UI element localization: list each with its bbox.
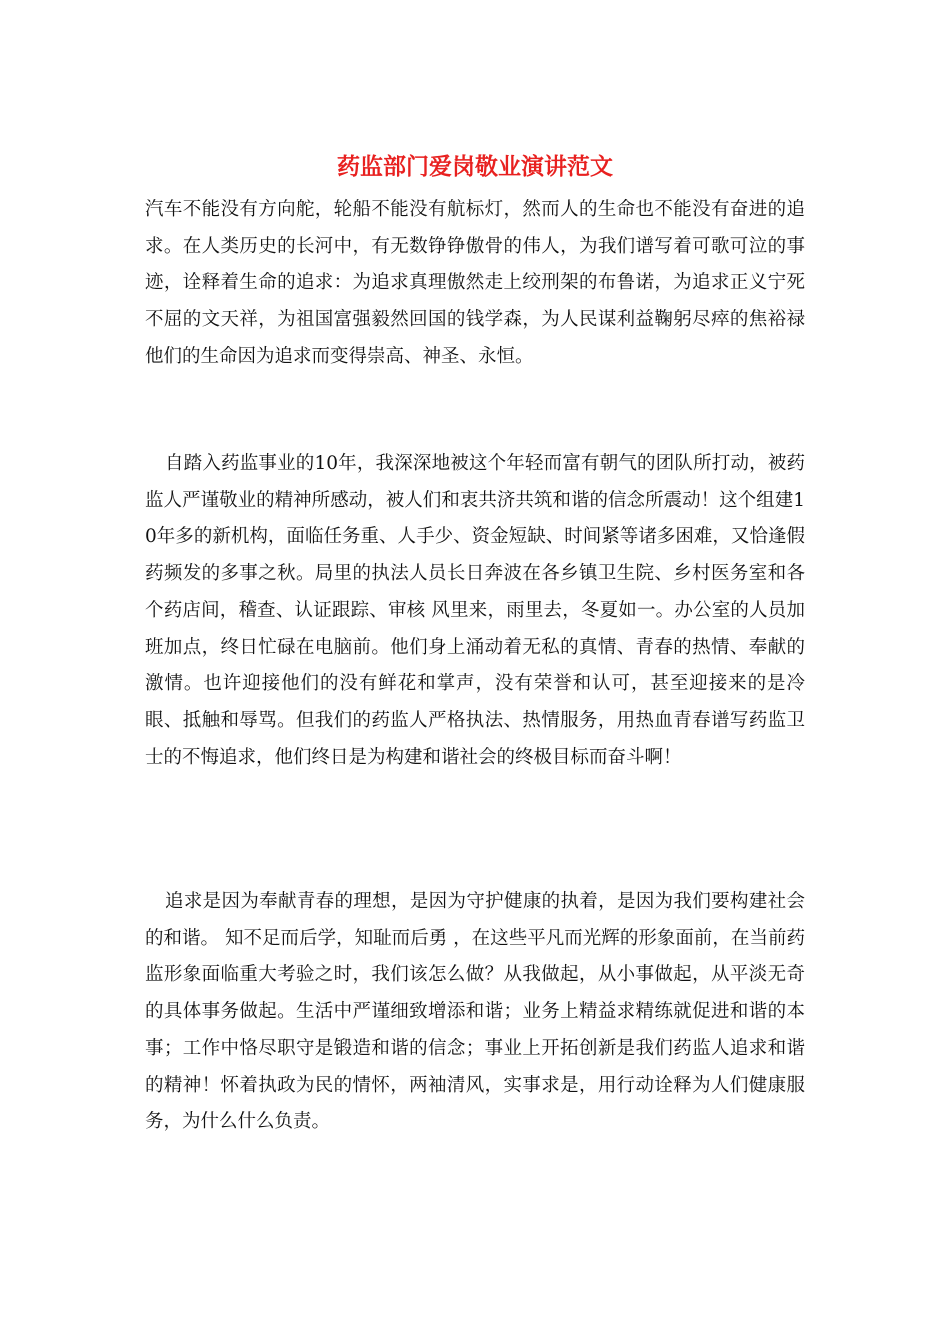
paragraph-2: 自踏入药监事业的10年，我深深地被这个年轻而富有朝气的团队所打动，被药监人严谨敬业的精神所感动，被人们和衷共济共筑和谐的信念所震动！这个组建10年多的新机构，面临任务重、人手少、资金短缺、时间紧等诸多困难，又恰逢假药频发的多事之秋。局里的执法人员长日奔波在各乡镇卫生院、乡村医务室和各个药店间，稽查、认证跟踪、审核 风里来，雨里去，冬夏如一。办公室的人员加班加点，终日忙碌在电脑前。他们身上涌动着无私的真情、青春的热情、奉献的激情。也许迎接他们的没有鲜花和掌声，没有荣誉和认可，甚至迎接来的是冷眼、抵触和辱骂。但我们的药监人严格执法、热情服务，用热血青春谱写药监卫士的不悔追求，他们终日是为构建和谐社会的终极目标而奋斗啊！ <box>145 453 805 768</box>
paragraph-1: 汽车不能没有方向舵，轮船不能没有航标灯，然而人的生命也不能没有奋进的追求。在人类历史的长河中，有无数铮铮傲骨的伟人，为我们谱写着可歌可泣的事迹，诠释着生命的追求：为追求真理傲然走上绞刑架的布鲁诺，为追求正义宁死不屈的文天祥，为祖国富强毅然回国的钱学森，为人民谋利益鞠躬尽瘁的焦裕禄 他们的生命因为追求而变得崇高、神圣、永恒。 <box>145 199 805 367</box>
document-title: 药监部门爱岗敬业演讲范文 <box>337 153 613 180</box>
paragraph-3: 追求是因为奉献青春的理想，是因为守护健康的执着，是因为我们要构建社会的和谐。 知不足而后学，知耻而后勇 ，在这些平凡而光辉的形象面前，在当前药监形象面临重大考验之时，我们该怎么做？从我做起，从小事做起，从平淡无奇的具体事务做起。生活中严谨细致增添和谐；业务上精益求精练就促进和谐的本事；工作中恪尽职守是锻造和谐的信念；事业上开拓创新是我们药监人追求和谐的精神！怀着执政为民的情怀，两袖清风，实事求是，用行动诠释为人们健康服务，为什么什么负责。 <box>145 891 805 1133</box>
